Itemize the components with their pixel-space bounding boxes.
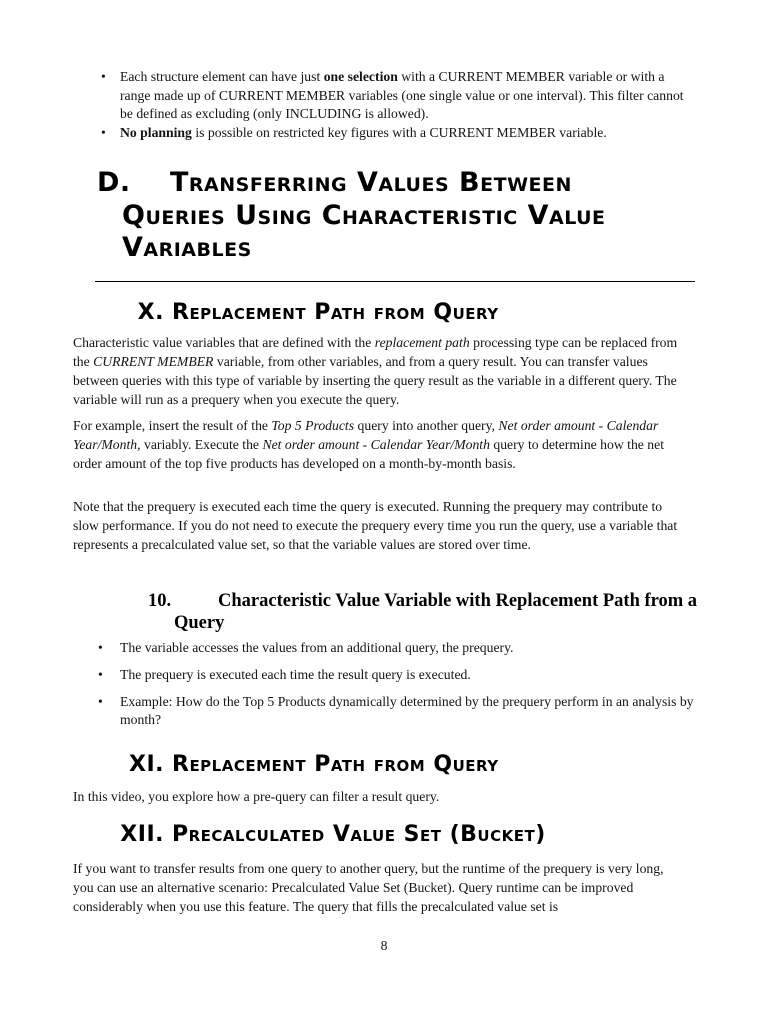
list-item: • The variable accesses the values from an additional query, the prequery.	[95, 639, 696, 657]
subsection-title: Characteristic Value Variable with Replacement Path from a Query	[174, 591, 698, 633]
section-d-heading	[97, 167, 722, 265]
bullet-text: is possible on restricted key figures with a CURRENT MEMBER variable.	[191, 124, 607, 140]
list-item: • The prequery is executed each time the result query is executed.	[95, 666, 696, 684]
list-item	[100, 68, 696, 124]
paragraph-text: query to determine how the net order amount of the top five products has developed on a month-by-month basis.	[73, 436, 665, 471]
paragraph-text: Characteristic value variables that are defined with the	[73, 334, 375, 350]
paragraph: In this video, you explore how a pre-query can filter a result query.	[73, 788, 440, 804]
page-number: 8	[380, 938, 388, 953]
bullet-bold-text: No planning	[120, 124, 192, 140]
paragraph-italic-text: replacement path	[374, 334, 470, 350]
section-title-line: Variables	[122, 232, 252, 263]
section-number: X.	[137, 300, 164, 325]
paragraph-italic-text: Top 5 Products	[271, 417, 355, 433]
section-title: Replacement Path from Query	[172, 752, 499, 777]
bullet-text: with a CURRENT MEMBER variable or with a range made up of CURRENT MEMBER variables (one single value or one interval). This filter cannot be defined as excluding (only INCLUDING is allowed).	[120, 69, 684, 121]
section-title: Replacement Path from Query	[172, 300, 499, 325]
subsection-10-heading	[148, 590, 709, 634]
paragraph	[73, 416, 687, 473]
bullet-bold-text: one selection	[323, 69, 398, 84]
section-xii-heading	[110, 822, 710, 848]
horizontal-divider	[95, 281, 695, 282]
paragraph-text: , variably. Execute the	[137, 436, 263, 452]
list-item	[100, 124, 696, 143]
paragraph-text: processing type can be replaced from the	[73, 334, 678, 369]
section-number: XII.	[120, 822, 164, 847]
paragraph	[73, 333, 687, 409]
subsection-number: 10.	[148, 591, 172, 611]
paragraph: Note that the prequery is executed each time the query is executed. Running the prequery may contribute to slow performance. If you do not need to execute the prequery every time you run the query, use a variable that represents a precalculated value set, so that the variable values are stored over time.	[73, 498, 678, 552]
section-number: XI.	[128, 752, 164, 777]
section-xi-heading	[110, 752, 710, 778]
list-item: • Example: How do the Top 5 Products dynamically determined by the prequery perform in an analysis by month?	[95, 693, 696, 729]
section-number: D.	[97, 167, 131, 198]
intro-bullet-list	[100, 68, 696, 142]
section-title-line: Queries Using Characteristic Value	[122, 199, 606, 231]
paragraph-italic-text: Net order amount - Calendar Year/Month	[262, 436, 490, 452]
paragraph-italic-text: Net order amount - Calendar Year/Month	[73, 417, 659, 452]
paragraph-text: query into another query,	[354, 417, 499, 433]
paragraph-text: For example, insert the result of the	[73, 417, 272, 433]
subsection-bullet-list	[95, 639, 696, 738]
section-x-heading	[110, 300, 710, 326]
section-title: Precalculated Value Set (Bucket)	[172, 822, 546, 847]
bullet-text: Each structure element can have just	[120, 69, 324, 84]
paragraph-italic-text: CURRENT MEMBER	[93, 353, 214, 369]
section-title-line: Transferring Values Between	[170, 167, 572, 198]
paragraph: If you want to transfer results from one query to another query, but the runtime of the prequery is very long, you can use an alternative scenario: Precalculated Value Set (Bucket). Query runtime can be improved considerably when you use this feature. The query that fills the precalculated value set is	[73, 860, 664, 914]
paragraph-text: variable, from other variables, and from a query result. You can transfer values between queries with this type of variable by inserting the query result as the variable in a different query. The variable will run as a prequery when you execute the query.	[73, 353, 677, 407]
